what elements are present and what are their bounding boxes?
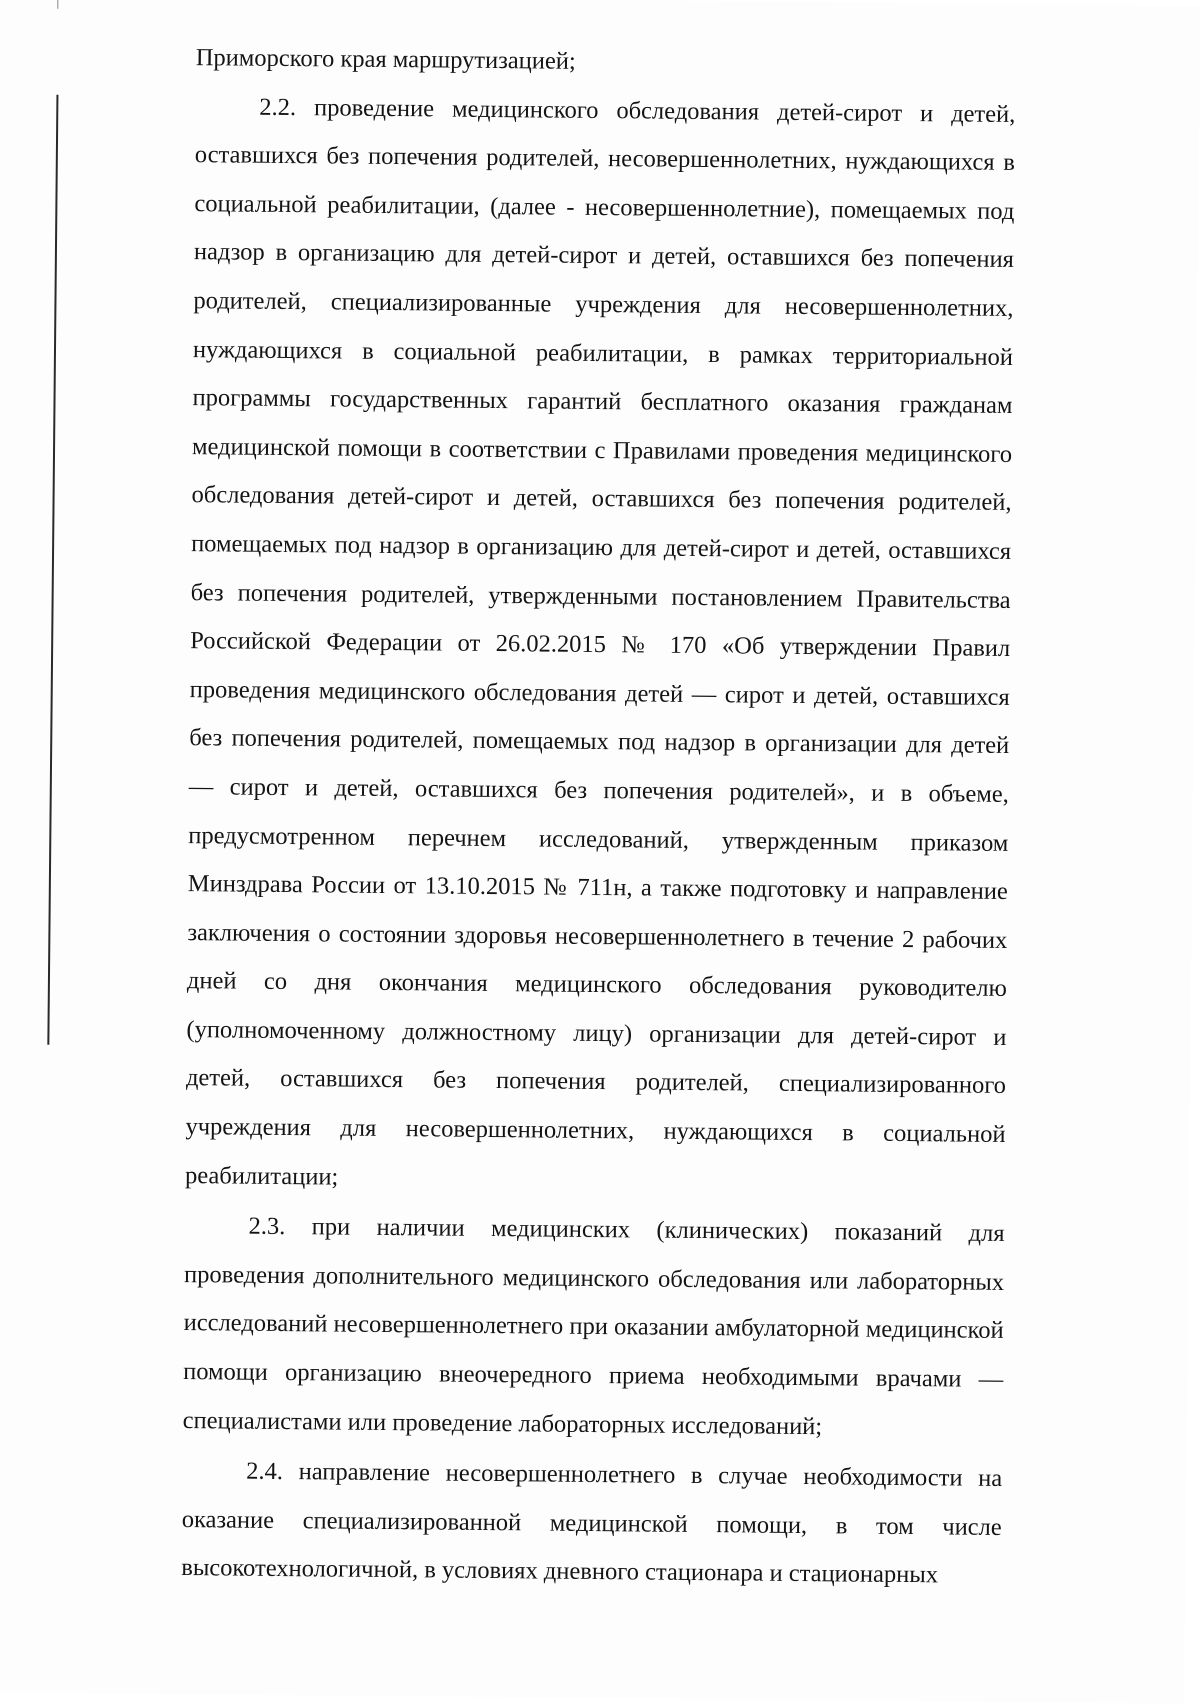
scan-binding-line <box>47 95 58 1045</box>
paragraph-2-2: 2.2. проведение медицинского обследования детей-сирот и детей, оставшихся без попечения родителей, несовершеннолетних, нуждающихся в социальной реабилитации, (далее - несовершеннолетние), помещаемых под надзор в организацию для детей-сирот и детей, оставшихся без попечения родителей, специализированные учреждения для несовершеннолетних, нуждающихся в социальной реабилитации, в рамках территориальной программы государственных гарантий бесплатного оказания гражданам медицинской помощи в соответствии с Правилами проведения медицинского обследования детей-сирот и детей, оставшихся без попечения родителей, помещаемых под надзор в организацию для детей-сирот и детей, оставшихся без попечения родителей, утвержденными постановлением Правительства Российской Федерации от 26.02.2015 № 170 «Об утверждении Правил проведения медицинского обследования детей — сирот и детей, оставшихся без попечения родителей, помещаемых под надзор в организации для детей — сирот и детей, оставшихся без попечения родителей», и в объеме, предусмотренном перечнем исследований, утвержденным приказом Минздрава России от 13.10.2015 № 711н, а также подготовку и направление заключения о состоянии здоровья несовершеннолетнего в течение 2 рабочих дней со дня окончания медицинского обследования руководителю (уполномоченному должностному лицу) организации для детей-сирот и детей, оставшихся без попечения родителей, специализированного учреждения для несовершеннолетних, нуждающихся в социальной реабилитации; <box>184 93 1016 1191</box>
paragraph-2-3: 2.3. при наличии медицинских (клинических) показаний для проведения дополнительного медицинского обследования или лабораторных исследований несовершеннолетнего при оказании амбулаторной медицинской помощи организацию внеочередного приема необходимыми врачами — специалистами или проведение лабораторных исследований; <box>182 1212 1005 1440</box>
document-body <box>181 34 1016 1601</box>
lead-line: Приморского края маршрутизацией; <box>195 44 576 75</box>
paragraph-2-4: 2.4. направление несовершеннолетнего в случае необходимости на оказание специализированной медицинской помощи, в том числе высокотехнологичной, в условиях дневного стационара и стационарных <box>181 1457 1003 1589</box>
scan-margin-mark <box>57 0 58 9</box>
